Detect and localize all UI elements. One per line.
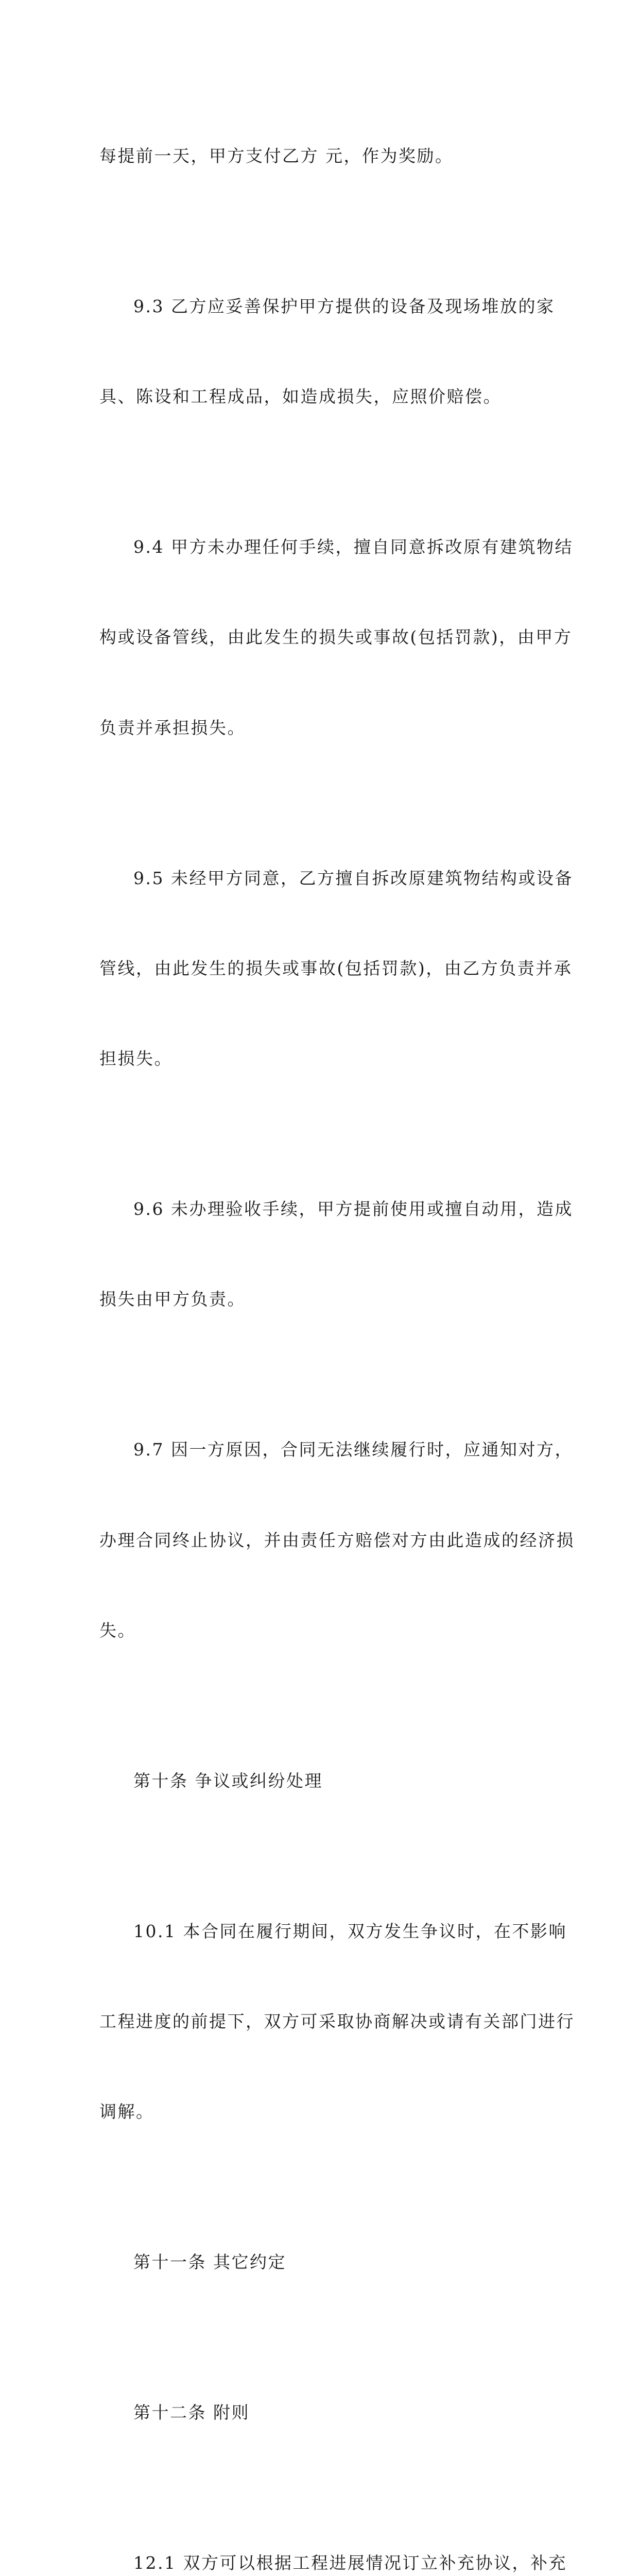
clause-9-5: [99, 803, 543, 1134]
article-11-heading: [99, 2187, 543, 2337]
text-line: 构或设备管线，由此发生的损失或事故(包括罚款)，由甲方: [99, 622, 543, 652]
section-heading: 第十二条 附则: [99, 2398, 543, 2428]
paragraph-9-2-continuation: [99, 81, 543, 231]
text-line: 管线，由此发生的损失或事故(包括罚款)，由乙方负责并承: [99, 954, 543, 984]
text-line: 担损失。: [99, 1044, 543, 1074]
text-line: 办理合同终止协议，并由责任方赔偿对方由此造成的经济损: [99, 1526, 543, 1555]
section-heading: 第十条 争议或纠纷处理: [99, 1766, 543, 1796]
text-line: 9.6 未办理验收手续，甲方提前使用或擅自动用，造成: [99, 1194, 543, 1224]
document-body: [99, 81, 543, 2576]
text-line: 损失由甲方负责。: [99, 1284, 543, 1314]
text-line: 失。: [99, 1616, 543, 1646]
clause-10-1: [99, 1856, 543, 2187]
text-line: 调解。: [99, 2097, 543, 2127]
text-line: 9.7 因一方原因，合同无法继续履行时，应通知对方，: [99, 1435, 543, 1465]
clause-9-3: [99, 231, 543, 472]
text-line: 10.1 本合同在履行期间，双方发生争议时，在不影响: [99, 1917, 543, 1946]
text-line: 负责并承担损失。: [99, 713, 543, 743]
clause-12-1: [99, 2488, 543, 2576]
document-page: [0, 0, 639, 904]
article-10-heading: [99, 1706, 543, 1856]
text-line: 每提前一天，甲方支付乙方 元，作为奖励。: [99, 141, 543, 171]
text-line: 具、陈设和工程成品，如造成损失，应照价赔偿。: [99, 382, 543, 412]
section-heading: 第十一条 其它约定: [99, 2247, 543, 2277]
text-line: 12.1 双方可以根据工程进展情况订立补充协议，补充: [99, 2548, 543, 2576]
text-line: 9.3 乙方应妥善保护甲方提供的设备及现场堆放的家: [99, 292, 543, 321]
clause-9-7: [99, 1375, 543, 1705]
text-line: 工程进度的前提下，双方可采取协商解决或请有关部门进行: [99, 2007, 543, 2037]
clause-9-6: [99, 1134, 543, 1375]
text-line: 9.4 甲方未办理任何手续，擅自同意拆改原有建筑物结: [99, 532, 543, 562]
text-line: 9.5 未经甲方同意，乙方擅自拆改原建筑物结构或设备: [99, 863, 543, 893]
article-12-heading: [99, 2337, 543, 2488]
clause-9-4: [99, 472, 543, 803]
